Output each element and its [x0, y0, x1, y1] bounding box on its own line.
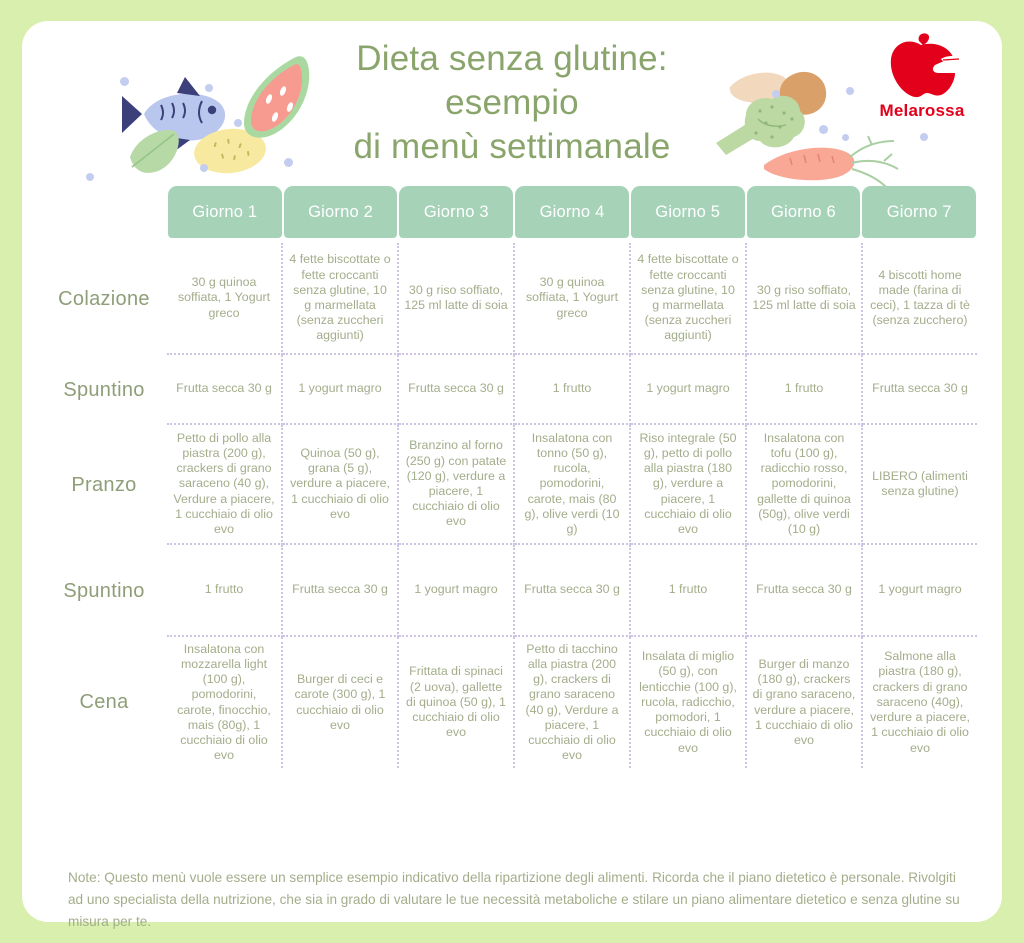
meal-cell: Riso integrale (50 g), petto di pollo alla piastra (180 g), verdure a piacere, 1 cucchiaio di olio evo	[631, 425, 747, 545]
decorative-dot	[846, 87, 854, 95]
decorative-dot	[234, 119, 242, 127]
row-label-cena-5: Cena	[79, 691, 129, 713]
row-cells	[167, 425, 977, 545]
table-header-row	[167, 186, 977, 238]
meal-cell: 1 yogurt magro	[283, 355, 399, 425]
meal-cell: 4 biscotti home made (farina di ceci), 1 tazza di tè (senza zucchero)	[863, 243, 977, 355]
meal-cell: Insalatona con tonno (50 g), rucola, pomodorini, carote, mais (80 g), olive verdi (10 g)	[515, 425, 631, 545]
decorative-dot	[200, 164, 208, 172]
table-row	[47, 425, 977, 545]
meal-cell: 1 yogurt magro	[631, 355, 747, 425]
meal-cell: Quinoa (50 g), grana (5 g), verdure a piacere, 1 cucchiaio di olio evo	[283, 425, 399, 545]
meal-cell: Frutta secca 30 g	[863, 355, 977, 425]
meal-cell: 1 frutto	[515, 355, 631, 425]
meal-cell: Insalatona con mozzarella light (100 g), pomodorini, carote, finocchio, mais (80g), 1 cucchiaio di olio evo	[167, 637, 283, 768]
meal-cell: Frutta secca 30 g	[283, 545, 399, 637]
row-cells	[167, 355, 977, 425]
decorative-dot	[86, 173, 94, 181]
meal-cell: Frittata di spinaci (2 uova), gallette di quinoa (50 g), 1 cucchiaio di olio evo	[399, 637, 515, 768]
row-cells	[167, 637, 977, 768]
meal-cell: Salmone alla piastra (180 g), crackers di grano saraceno (40g), verdure a piacere, 1 cucchiaio di olio evo	[870, 649, 970, 755]
meal-cell: Frutta secca 30 g	[515, 545, 631, 637]
meal-cell: Frutta secca 30 g	[167, 355, 283, 425]
brand-name: Melarossa	[879, 101, 965, 120]
meal-cell: Frutta secca 30 g	[399, 355, 515, 425]
column-header-day-3: Giorno 3	[399, 186, 513, 238]
meal-cell: Frutta secca 30 g	[747, 545, 863, 637]
apple-icon	[857, 33, 987, 103]
row-label-spuntino-2: Spuntino	[63, 378, 145, 401]
table-body	[47, 243, 977, 768]
table-row	[47, 355, 977, 425]
decorative-dot	[205, 84, 213, 92]
leaf-icon	[130, 130, 179, 173]
weekly-menu-table	[47, 186, 977, 768]
column-header-day-4: Giorno 4	[515, 186, 629, 238]
meal-cell: 1 frutto	[747, 355, 863, 425]
content-card	[22, 21, 1002, 929]
meal-cell: Petto di pollo alla piastra (200 g), crackers di grano saraceno (40 g), Verdure a piacere, 1 cucchiaio di olio evo	[167, 425, 283, 545]
meal-cell: Branzino al forno (250 g) con patate (120 g), verdure a piacere, 1 cucchiaio di olio evo	[399, 425, 515, 545]
broccoli-icon	[716, 96, 805, 155]
row-label-spuntino-4: Spuntino	[63, 579, 145, 602]
meal-cell: 1 yogurt magro	[399, 545, 515, 637]
page-title	[272, 37, 752, 169]
meal-cell: 30 g riso soffiato, 125 ml latte di soia	[399, 243, 515, 355]
meal-cell: Insalatona con tofu (100 g), radicchio rosso, pomodorini, gallette di quinoa (50g), olive verdi (10 g)	[747, 425, 863, 545]
row-cells	[167, 545, 977, 637]
meal-cell: 1 yogurt magro	[863, 545, 977, 637]
title-line-2: esempio	[445, 83, 579, 122]
meal-cell: 30 g riso soffiato, 125 ml latte di soia	[747, 243, 863, 355]
row-label-pranzo-3: Pranzo	[71, 473, 137, 496]
table-row	[47, 243, 977, 355]
column-header-day-5: Giorno 5	[631, 186, 745, 238]
meal-cell: Burger di ceci e carote (300 g), 1 cucchiaio di olio evo	[283, 637, 399, 768]
meal-cell: 30 g quinoa soffiata, 1 Yogurt greco	[515, 243, 631, 355]
decorative-dot	[819, 125, 828, 134]
row-label-colazione-1: Colazione	[58, 287, 150, 310]
table-row	[47, 637, 977, 768]
decorative-dot	[772, 90, 780, 98]
title-line-3: di menù settimanale	[353, 127, 671, 166]
column-header-day-6: Giorno 6	[747, 186, 861, 238]
column-header-day-2: Giorno 2	[284, 186, 398, 238]
column-header-day-1: Giorno 1	[168, 186, 282, 238]
melarossa-logo	[857, 33, 987, 138]
footer-note: Note: Questo menù vuole essere un semplice esempio indicativo della ripartizione degli alimenti. Ricorda che il piano dietetico è personale. Rivolgiti ad uno specialista della nutrizione, che sia in grado di valutare le tue necessità metaboliche e stilare un piano alimentare dietetico e senza glutine su misura per te.	[68, 870, 960, 929]
meal-cell: 1 frutto	[631, 545, 747, 637]
header	[22, 21, 1002, 186]
meal-cell: Burger di manzo (180 g), crackers di grano saraceno, verdure a piacere, 1 cucchiaio di olio evo	[747, 637, 863, 768]
column-header-day-7: Giorno 7	[862, 186, 976, 238]
decorative-dot	[842, 134, 849, 141]
meal-cell: 1 frutto	[167, 545, 283, 637]
meal-cell: 4 fette biscottate o fette croccanti senza glutine, 10 g marmellata (senza zuccheri aggiunti)	[283, 243, 399, 355]
row-cells	[167, 243, 977, 355]
meal-cell: Insalata di miglio (50 g), con lenticchie (100 g), rucola, radicchio, pomodori, 1 cucchiaio di olio evo	[631, 637, 747, 768]
decorative-dot	[120, 77, 129, 86]
table-row	[47, 545, 977, 637]
title-line-1: Dieta senza glutine:	[356, 39, 668, 78]
meal-cell: Petto di tacchino alla piastra (200 g), crackers di grano saraceno (40 g), Verdure a piacere, 1 cucchiaio di olio evo	[515, 637, 631, 768]
meal-cell: LIBERO (alimenti senza glutine)	[863, 425, 977, 545]
meal-cell: 30 g quinoa soffiata, 1 Yogurt greco	[167, 243, 283, 355]
meal-cell: 4 fette biscottate o fette croccanti senza glutine, 10 g marmellata (senza zuccheri aggiunti)	[631, 243, 747, 355]
